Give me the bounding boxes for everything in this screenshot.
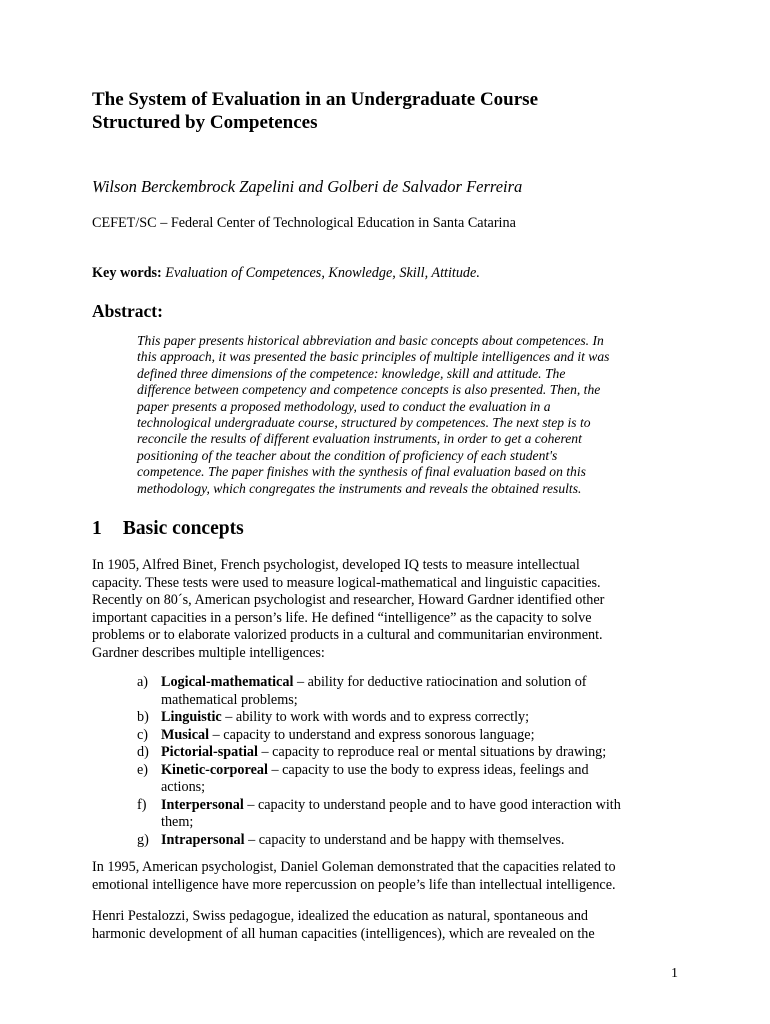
section-title: Basic concepts [122, 518, 244, 539]
abstract-heading: Abstract: [92, 301, 163, 321]
list-description: – ability to work with words and to express correctly; [221, 709, 530, 725]
list-item [137, 709, 697, 727]
list-item [137, 674, 697, 709]
paragraph-line: In 1905, Alfred Binet, French psychologist, developed IQ tests to measure intellectual [92, 557, 580, 573]
abstract-body [137, 333, 685, 497]
abstract-line: reconcile the results of different evaluation instruments, in order to get a coherent [137, 431, 582, 447]
abstract-line: methodology, which congregates the instruments and reveals the obtained results. [137, 480, 582, 496]
list-description: – capacity to understand and express sonorous language; [209, 726, 535, 743]
list-marker: e) [137, 761, 149, 778]
list-term: Intrapersonal [161, 831, 245, 848]
list-description-cont: actions; [161, 779, 206, 795]
affiliation: CEFET/SC – Federal Center of Technological Education in Santa Catarina [92, 215, 516, 231]
paragraph-line: In 1995, American psychologist, Daniel Goleman demonstrated that the capacities related to [92, 859, 616, 875]
list-description: – capacity to reproduce real or mental situations by drawing; [257, 744, 607, 760]
list-description: – ability for deductive ratiocination and solution of [293, 674, 587, 690]
list-item [137, 744, 697, 762]
paragraph-line: Recently on 80´s, American psychologist and researcher, Howard Gardner identified other [92, 592, 605, 608]
keywords-label: Key words: [92, 265, 162, 281]
list-term: Interpersonal [161, 796, 244, 813]
paragraph-line: Gardner describes multiple intelligences: [92, 644, 325, 661]
pestalozzi-paragraph [92, 908, 692, 943]
title-line: The System of Evaluation in an Undergraduate Course [92, 89, 538, 110]
page-number: 1 [671, 966, 678, 981]
goleman-paragraph [92, 859, 692, 894]
list-description: – capacity to understand and be happy with themselves. [244, 831, 565, 848]
abstract-line: competence. The paper finishes with the synthesis of final evaluation based on this [137, 464, 586, 480]
paragraph-line: emotional intelligence have more repercussion on people’s life than intellectual intelligence. [92, 876, 616, 893]
keywords [92, 265, 480, 282]
paper-title [92, 88, 692, 134]
list-term: Kinetic-corporeal [161, 761, 268, 778]
intro-paragraph [92, 557, 692, 662]
abstract-line: defined three dimensions of the competence: knowledge, skill and attitude. The [137, 365, 566, 381]
list-item [137, 832, 697, 850]
list-description: – capacity to use the body to express ideas, feelings and [267, 761, 589, 778]
paragraph-line: problems or to elaborate valorized products in a cultural and communitarian environment. [92, 627, 603, 643]
paragraph-line: important capacities in a person’s life. He defined “intelligence” as the capacity to solve [92, 609, 592, 626]
list-description-cont: mathematical problems; [161, 691, 298, 708]
list-marker: d) [137, 744, 149, 760]
authors: Wilson Berckembrock Zapelini and Golberi de Salvador Ferreira [92, 177, 523, 196]
list-marker: a) [137, 674, 149, 690]
abstract-line: positioning of the teacher about the condition of proficiency of each student's [137, 447, 558, 463]
list-item [137, 727, 697, 745]
paragraph-line: harmonic development of all human capacities (intelligences), which are revealed on the [92, 925, 595, 942]
title-line: Structured by Competences [92, 112, 318, 133]
list-marker: c) [137, 726, 149, 743]
list-description-cont: them; [161, 814, 194, 830]
list-term: Musical [161, 726, 210, 743]
list-marker: f) [137, 796, 147, 813]
section-heading [92, 518, 244, 540]
list-term: Linguistic [161, 709, 222, 725]
list-marker: g) [137, 831, 149, 848]
abstract-line: technological undergraduate course, structured by competences. The next step is to [137, 415, 591, 431]
list-item [137, 797, 697, 832]
paragraph-line: capacity. These tests were used to measure logical-mathematical and linguistic capacities. [92, 574, 601, 591]
abstract-line: paper presents a proposed methodology, used to conduct the evaluation in a [137, 398, 551, 414]
abstract-line: difference between competency and competence concepts is also presented. Then, the [137, 382, 601, 398]
paragraph-line: Henri Pestalozzi, Swiss pedagogue, idealized the education as natural, spontaneous and [92, 908, 589, 924]
list-item [137, 762, 697, 797]
list-description: – capacity to understand people and to have good interaction with [243, 796, 621, 813]
intelligences-list [137, 674, 697, 849]
list-term: Pictorial-spatial [161, 744, 258, 760]
list-term: Logical-mathematical [161, 674, 294, 690]
abstract-line: This paper presents historical abbreviation and basic concepts about competences. In [137, 333, 604, 348]
abstract-line: this approach, it was presented the basic principles of multiple intelligences and it was [137, 349, 610, 365]
list-marker: b) [137, 709, 149, 725]
section-number: 1 [92, 518, 102, 539]
keywords-text: Evaluation of Competences, Knowledge, Skill, Attitude. [165, 265, 480, 281]
